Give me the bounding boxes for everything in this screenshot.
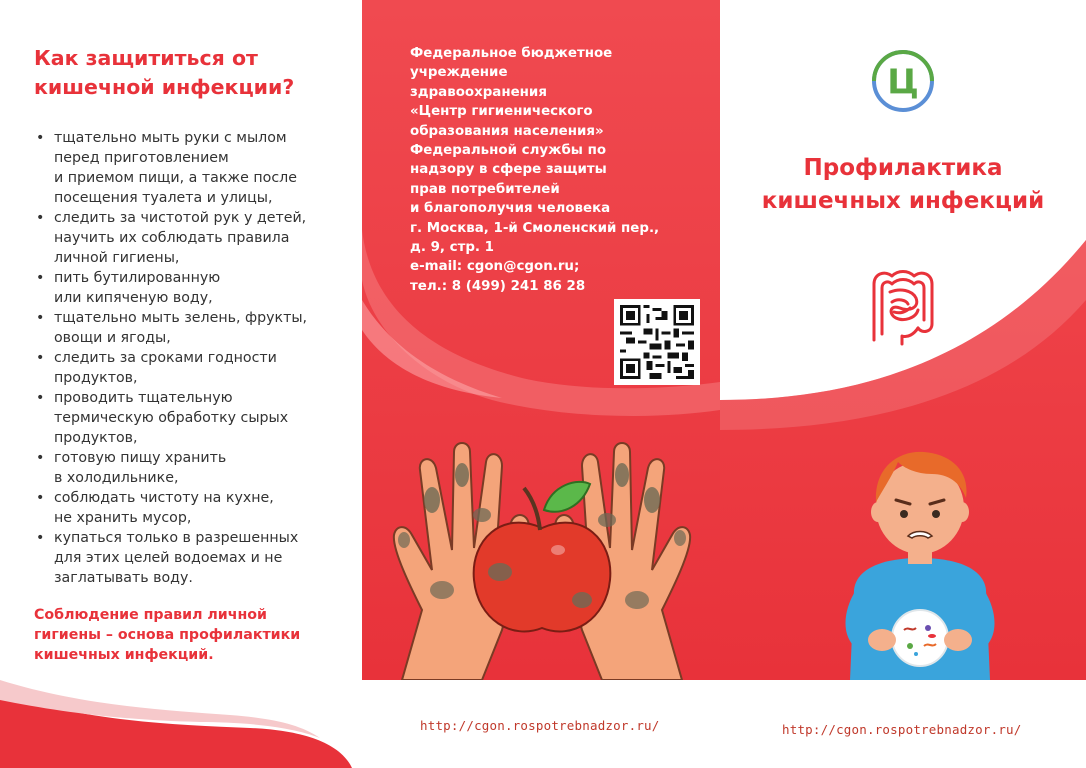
tip-line: следить за чистотой рук у детей, <box>54 210 307 226</box>
tip-line: термическую обработку сырых <box>54 410 289 426</box>
org-line: учреждение <box>410 65 508 81</box>
tip-line: заглатывать воду. <box>54 570 193 586</box>
org-line: здравоохранения <box>410 84 547 100</box>
tip-line: для этих целей водоемах и не <box>54 550 283 566</box>
tip-line: купаться только в разрешенных <box>54 530 299 546</box>
org-line: д. 9, стр. 1 <box>410 240 494 256</box>
org-line: Федеральное бюджетное <box>410 46 613 61</box>
left-panel <box>0 0 362 768</box>
qr-code-icon <box>620 305 694 379</box>
intestine-icon <box>860 262 946 348</box>
bullet-icon: • <box>36 130 45 146</box>
tip-line: проводить тщательную <box>54 390 233 406</box>
tip-line: пить бутилированную <box>54 270 221 286</box>
email-line[interactable]: e-mail: cgon@cgon.ru; <box>410 259 580 275</box>
conclusion-line: кишечных инфекций. <box>34 647 214 663</box>
decorative-wave <box>0 0 362 768</box>
tip-line: следить за сроками годности <box>54 350 277 366</box>
bullet-icon: • <box>36 450 45 466</box>
brochure-title-line: Профилактика <box>803 155 1003 181</box>
bullet-icon: • <box>36 530 45 546</box>
tip-line: посещения туалета и улицы, <box>54 190 273 206</box>
org-line: Федеральной службы по <box>410 143 607 159</box>
left-title-line: кишечной инфекции? <box>34 75 295 99</box>
tip-line: продуктов, <box>54 430 138 446</box>
tip-line: научить их соблюдать правила <box>54 230 290 246</box>
tip-line: тщательно мыть руки с мылом <box>54 130 287 146</box>
tip-line: готовую пищу хранить <box>54 450 227 466</box>
tip-line: или кипяченую воду, <box>54 290 213 306</box>
brochure-title-line: кишечных инфекций <box>761 188 1045 214</box>
tip-line: перед приготовлением <box>54 150 229 166</box>
logo-letter: Ц <box>887 62 919 102</box>
org-line: и благополучия человека <box>410 201 611 217</box>
boy-stomachache-illustration <box>820 440 1020 680</box>
qr-code[interactable] <box>614 299 700 385</box>
bullet-icon: • <box>36 350 45 366</box>
org-line: «Центр гигиенического <box>410 104 593 120</box>
bullet-icon: • <box>36 490 45 506</box>
tip-line: соблюдать чистоту на кухне, <box>54 490 274 506</box>
org-line: образования населения» <box>410 123 604 139</box>
tip-line: не хранить мусор, <box>54 510 192 526</box>
tip-line: продуктов, <box>54 370 138 386</box>
tip-line: и приемом пищи, а также после <box>54 170 297 186</box>
bullet-icon: • <box>36 210 45 226</box>
tip-line: в холодильнике, <box>54 470 179 486</box>
conclusion-line: Соблюдение правил личной <box>34 607 267 623</box>
middle-panel <box>362 0 720 768</box>
tip-line: тщательно мыть зелень, фрукты, <box>54 310 308 326</box>
org-line: надзору в сфере защиты <box>410 162 607 178</box>
website-link[interactable]: http://cgon.rospotrebnadzor.ru/ <box>420 718 660 733</box>
organization-info <box>410 44 700 296</box>
left-title-line: Как защититься от <box>34 46 258 70</box>
bullet-icon: • <box>36 270 45 286</box>
tip-line: овощи и ягоды, <box>54 330 171 346</box>
website-link[interactable]: http://cgon.rospotrebnadzor.ru/ <box>782 722 1022 737</box>
org-line: прав потребителей <box>410 181 560 197</box>
right-panel <box>720 0 1086 768</box>
phone-line: тел.: 8 (499) 241 86 28 <box>410 278 586 294</box>
org-line: г. Москва, 1-й Смоленский пер., <box>410 220 660 236</box>
bullet-icon: • <box>36 390 45 406</box>
brochure-title <box>720 152 1086 218</box>
tip-line: личной гигиены, <box>54 250 180 266</box>
cgon-logo-icon <box>870 48 936 114</box>
bullet-icon: • <box>36 310 45 326</box>
conclusion-line: гигиены – основа профилактики <box>34 627 301 643</box>
dirty-hands-apple-illustration <box>382 440 702 680</box>
